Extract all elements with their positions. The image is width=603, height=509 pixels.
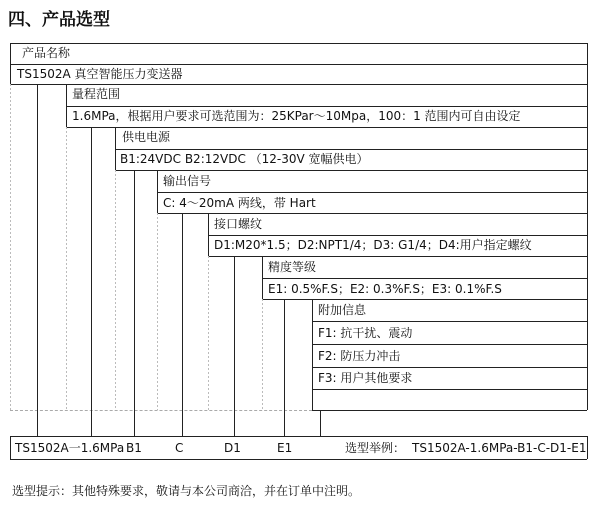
thread-option: D1:M20*1.5；D2:NPT1/4；D3: G1/4；D4:用户指定螺纹 <box>214 238 532 252</box>
output-option: C: 4～20mA 两线，带 Hart <box>163 196 316 210</box>
code-accuracy: E1 <box>277 441 293 455</box>
code-model-range: TS1502A一1.6MPa <box>15 441 125 455</box>
code-power: B1 <box>126 441 142 455</box>
output-heading: 输出信号 <box>163 174 212 188</box>
product-name: TS1502A 真空智能压力变送器 <box>17 67 183 81</box>
accuracy-heading: 精度等级 <box>268 260 317 274</box>
additional-option-f3: F3: 用户其他要求 <box>318 371 413 385</box>
code-output: C <box>175 441 184 455</box>
power-option: B1:24VDC B2:12VDC （12-30V 宽幅供电） <box>120 152 369 166</box>
range-heading: 量程范围 <box>72 87 121 101</box>
additional-heading: 附加信息 <box>318 303 367 317</box>
example-value: TS1502A-1.6MPa-B1-C-D1-E1 <box>412 441 587 455</box>
footer-note: 选型提示：其他特殊要求，敬请与本公司商洽，并在订单中注明。 <box>12 484 361 498</box>
power-heading: 供电电源 <box>122 130 171 144</box>
code-thread: D1 <box>224 441 241 455</box>
example-label: 选型举例： <box>345 441 406 455</box>
section-title: 四、产品选型 <box>8 10 110 30</box>
accuracy-option: E1: 0.5%F.S；E2: 0.3%F.S；E3: 0.1%F.S <box>268 282 502 296</box>
additional-option-f1: F1: 抗干扰、震动 <box>318 326 413 340</box>
product-name-label: 产品名称 <box>22 46 71 60</box>
thread-heading: 接口螺纹 <box>214 217 263 231</box>
range-option: 1.6MPa，根据用户要求可选范围为：25KPar～10Mpa，100：1 范围内可自由设定 <box>72 109 521 123</box>
additional-option-f2: F2: 防压力冲击 <box>318 349 401 363</box>
